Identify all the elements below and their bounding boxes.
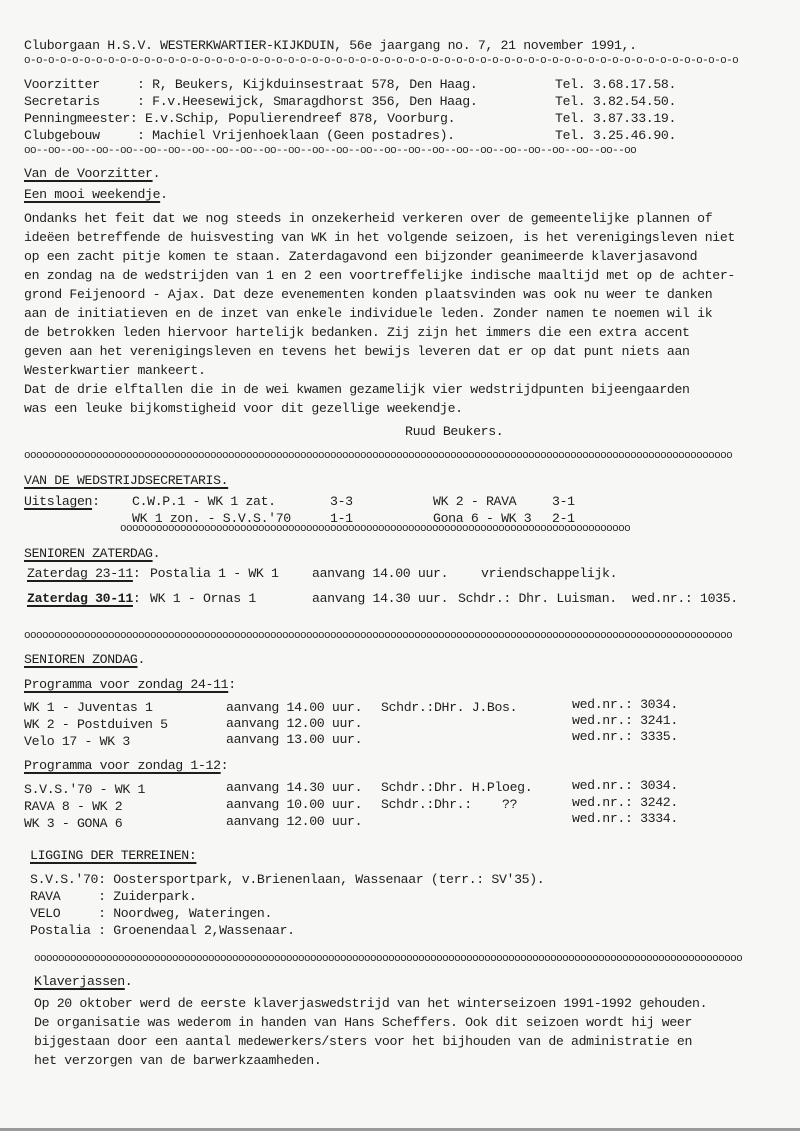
contact-address: E.v.Schip, Populierendreef 878, Voorburg. bbox=[145, 111, 456, 126]
game-match: RAVA 8 - WK 2 bbox=[24, 799, 123, 814]
terrein-item bbox=[30, 923, 295, 939]
result-score: 3-3 bbox=[330, 494, 353, 509]
paragraph-line: het verzorgen van de barwerkzaamheden. bbox=[34, 1053, 322, 1068]
game-match: S.V.S.'70 - WK 1 bbox=[24, 782, 146, 797]
paragraph-line: op een zacht pitje komen te staan. Zaterdagavond een bijzonder geanimeerde klaverjasavond bbox=[24, 249, 698, 264]
contact-details: : R, Beukers, Kijkduinsestraat 578, Den Haag. bbox=[137, 77, 478, 92]
program-title bbox=[24, 758, 228, 774]
terrein-sep: : bbox=[60, 889, 114, 904]
terrein-club: RAVA bbox=[30, 889, 61, 904]
terrein-item bbox=[30, 889, 196, 905]
terrein-sep: : bbox=[90, 923, 114, 938]
game-wednr: wed.nr.: 3335. bbox=[572, 729, 678, 744]
game-wednr: wed.nr.: 3241. bbox=[572, 713, 678, 728]
subheading-text: Een mooi weekendje bbox=[24, 187, 161, 202]
heading-text: SENIOREN ZATERDAG bbox=[24, 546, 153, 561]
game-time: aanvang 13.00 uur. bbox=[226, 732, 363, 747]
game-wednr: wed.nr.: 3242. bbox=[572, 795, 678, 810]
section-heading-klaverjassen bbox=[34, 974, 132, 990]
contact-address: Machiel Vrijenhoeklaan (Geen postadres). bbox=[152, 128, 455, 143]
heading-text: VAN DE WEDSTRIJDSECRETARIS. bbox=[24, 473, 229, 488]
contact-role-text: Penningmeester bbox=[24, 111, 130, 126]
terrein-sep: : bbox=[98, 872, 114, 887]
separator-top: o-o-o-o-o-o-o-o-o-o-o-o-o-o-o-o-o-o-o-o-o-o-o-o-o-o-o-o-o-o-o-o-o-o-o-o-o-o-o-o-o-o-o-o-o-o-o-o-o-o-o-o-o-o-o-o-o-o-o-o bbox=[24, 55, 739, 67]
game-referee: Schdr.:DHr. J.Bos. bbox=[381, 700, 518, 715]
game-day-colon: : bbox=[132, 566, 141, 581]
paragraph-line: de betrokken leden hiervoor hartelijk bedanken. Zij zijn het immers die een extra accent bbox=[24, 325, 690, 340]
heading-punct: . bbox=[137, 652, 146, 667]
game-match: Velo 17 - WK 3 bbox=[24, 734, 130, 749]
heading-punct: . bbox=[152, 546, 161, 561]
game-day-text: Zaterdag 23-11 bbox=[27, 566, 133, 581]
result-score: 1-1 bbox=[330, 511, 353, 526]
contact-role: Secretaris bbox=[24, 94, 100, 109]
separator-o: oooooooooooooooooooooooooooooooooooooooooooooooooooooooooooooooooooooooooooooooooooooooooooooooooooooooooooooooooooooo bbox=[24, 450, 733, 462]
paragraph-line: Op 20 oktober werd de eerste klaverjaswedstrijd van het winterseizoen 1991-1992 gehouden. bbox=[34, 996, 708, 1011]
program-title-text: Programma voor zondag 24-11 bbox=[24, 677, 229, 692]
contact-details: : Machiel Vrijenhoeklaan (Geen postadres). bbox=[137, 128, 455, 143]
game-day bbox=[27, 566, 140, 582]
paragraph-line: aan de initiatieven en de inzet van enkele individuele leden. Zonder namen te noemen wil ik bbox=[24, 306, 713, 321]
contact-address: F.v.Heesewijck, Smaragdhorst 356, Den Haag. bbox=[152, 94, 478, 109]
paragraph-line: grond Feijenoord - Ajax. Dat deze evenementen konden plaatsvinden was ook nu weer te danken bbox=[24, 287, 713, 302]
contact-tel: Tel. 3.87.33.19. bbox=[555, 111, 677, 126]
heading-text: Klaverjassen bbox=[34, 974, 125, 989]
game-match: WK 1 - Juventas 1 bbox=[24, 700, 153, 715]
program-title bbox=[24, 677, 236, 693]
result-score: 3-1 bbox=[552, 494, 575, 509]
paragraph-line: Dat de drie elftallen die in de wei kwamen gezamelijk vier wedstrijdpunten bijeengaarden bbox=[24, 382, 690, 397]
masthead: Cluborgaan H.S.V. WESTERKWARTIER-KIJKDUIN, 56e jaargang no. 7, 21 november 1991,. bbox=[24, 38, 637, 53]
uitslagen-colon: : bbox=[92, 494, 100, 509]
heading-text: Van de Voorzitter bbox=[24, 166, 153, 181]
game-day bbox=[27, 591, 140, 607]
game-time: aanvang 12.00 uur. bbox=[226, 814, 363, 829]
section-heading-senioren-zondag bbox=[24, 652, 145, 668]
terrein-sep: : bbox=[60, 906, 114, 921]
game-match: WK 3 - GONA 6 bbox=[24, 816, 123, 831]
contact-details: : F.v.Heesewijck, Smaragdhorst 356, Den Haag. bbox=[137, 94, 478, 109]
separator-o: oooooooooooooooooooooooooooooooooooooooooooooooooooooooooooooooooooooooooooooooooooooooooooooooooooooooooooooooooooooo bbox=[24, 630, 733, 642]
game-match: Postalia 1 - WK 1 bbox=[150, 566, 279, 581]
result-match: Gona 6 - WK 3 bbox=[433, 511, 532, 526]
heading-punct: . bbox=[124, 974, 133, 989]
result-match: WK 2 - RAVA bbox=[433, 494, 517, 509]
uitslagen-text: Uitslagen bbox=[24, 494, 93, 509]
terrein-item bbox=[30, 906, 272, 922]
contact-role: Voorzitter bbox=[24, 77, 100, 92]
subheading-punct: . bbox=[160, 187, 168, 202]
game-time: aanvang 14.30 uur. bbox=[226, 780, 363, 795]
game-wednr: wed.nr.: 3334. bbox=[572, 811, 678, 826]
terrein-location: Noordweg, Wateringen. bbox=[113, 906, 273, 921]
terrein-club: S.V.S.'70 bbox=[30, 872, 99, 887]
contact-address: R, Beukers, Kijkduinsestraat 578, Den Haag. bbox=[152, 77, 478, 92]
section-heading-wedstrijdsecretaris bbox=[24, 473, 228, 489]
contact-tel: Tel. 3.25.46.90. bbox=[555, 128, 677, 143]
game-day-colon: : bbox=[132, 591, 141, 606]
game-extra: Schdr.: Dhr. Luisman. wed.nr.: 1035. bbox=[458, 591, 738, 606]
section-heading-terreinen bbox=[30, 848, 196, 864]
paragraph-line: Ondanks het feit dat we nog steeds in onzekerheid verkeren over de gemeentelijke plannen of bbox=[24, 211, 713, 226]
result-match: C.W.P.1 - WK 1 zat. bbox=[132, 494, 276, 509]
game-wednr: wed.nr.: 3034. bbox=[572, 778, 678, 793]
paragraph-line: was een leuke bijkomstigheid voor dit gezellige weekendje. bbox=[24, 401, 463, 416]
game-time: aanvang 14.00 uur. bbox=[226, 700, 363, 715]
heading-punct: . bbox=[152, 166, 161, 181]
contact-tel: Tel. 3.82.54.50. bbox=[555, 94, 677, 109]
game-wednr: wed.nr.: 3034. bbox=[572, 697, 678, 712]
signature: Ruud Beukers. bbox=[405, 424, 504, 439]
game-time: aanvang 14.00 uur. bbox=[312, 566, 449, 581]
game-referee: Schdr.:Dhr. H.Ploeg. bbox=[381, 780, 533, 795]
game-time: aanvang 14.30 uur. bbox=[312, 591, 449, 606]
section-heading-senioren-zaterdag bbox=[24, 546, 160, 562]
game-time: aanvang 12.00 uur. bbox=[226, 716, 363, 731]
separator-o: oooooooooooooooooooooooooooooooooooooooooooooooooooooooooooooooooooooooooooooooooooooooooooooooooooooooooooooooooooooo bbox=[34, 953, 743, 965]
section-heading-voorzitter bbox=[24, 166, 160, 182]
separator-bottom: oo--oo--oo--oo--oo--oo--oo--oo--oo--oo--oo--oo--oo--oo--oo--oo--oo--oo--oo--oo--oo--oo--oo--oo--oo--oo bbox=[24, 145, 637, 157]
paragraph-line: Westerkwartier mankeert. bbox=[24, 363, 206, 378]
result-match: WK 1 zon. - S.V.S.'70 bbox=[132, 511, 291, 526]
contact-role: Clubgebouw bbox=[24, 128, 100, 143]
separator-o-short: ooooooooooooooooooooooooooooooooooooooooooooooooooooooooooooooooooooooooooooooooooooo bbox=[120, 523, 631, 535]
game-referee: Schdr.:Dhr.: ?? bbox=[381, 797, 518, 812]
game-extra: vriendschappelijk. bbox=[481, 566, 618, 581]
contact-role: Penningmeester: E.v.Schip, Populierendreef 878, Voorburg. bbox=[24, 111, 456, 126]
game-day-text: Zaterdag 30-11 bbox=[27, 591, 133, 606]
result-score: 2-1 bbox=[552, 511, 575, 526]
paragraph-line: en zondag na de wedstrijden van 1 en 2 een voortreffelijke indische maaltijd met op de achter- bbox=[24, 268, 735, 283]
terrein-item bbox=[30, 872, 544, 888]
paragraph-line: geven aan het verenigingsleven en tevens het bewijs leveren dat er op dat punt niets aan bbox=[24, 344, 690, 359]
terrein-club: VELO bbox=[30, 906, 61, 921]
subheading-weekendje bbox=[24, 187, 168, 203]
uitslagen-label bbox=[24, 494, 100, 510]
heading-text: SENIOREN ZONDAG bbox=[24, 652, 138, 667]
program-title-text: Programma voor zondag 1-12 bbox=[24, 758, 221, 773]
heading-text: LIGGING DER TERREINEN: bbox=[30, 848, 197, 863]
terrein-location: Oostersportpark, v.Brienenlaan, Wassenaar (terr.: SV'35). bbox=[113, 872, 545, 887]
terrein-location: Zuiderpark. bbox=[113, 889, 197, 904]
paragraph-line: De organisatie was wederom in handen van Hans Scheffers. Ook dit seizoen wordt hij weer bbox=[34, 1015, 693, 1030]
terrein-location: Groenendaal 2,Wassenaar. bbox=[113, 923, 295, 938]
game-match: WK 2 - Postduiven 5 bbox=[24, 717, 168, 732]
paragraph-line: ideëen betreffende de huisvesting van WK in het volgende seizoen, is het verenigingsleven niet bbox=[24, 230, 735, 245]
program-title-punct: : bbox=[228, 677, 236, 692]
game-match: WK 1 - Ornas 1 bbox=[150, 591, 256, 606]
program-title-punct: : bbox=[220, 758, 229, 773]
game-time: aanvang 10.00 uur. bbox=[226, 797, 363, 812]
contact-tel: Tel. 3.68.17.58. bbox=[555, 77, 677, 92]
paragraph-line: bijgestaan door een aantal medewerkers/sters voor het bijhouden van de administratie en bbox=[34, 1034, 693, 1049]
terrein-club: Postalia bbox=[30, 923, 91, 938]
